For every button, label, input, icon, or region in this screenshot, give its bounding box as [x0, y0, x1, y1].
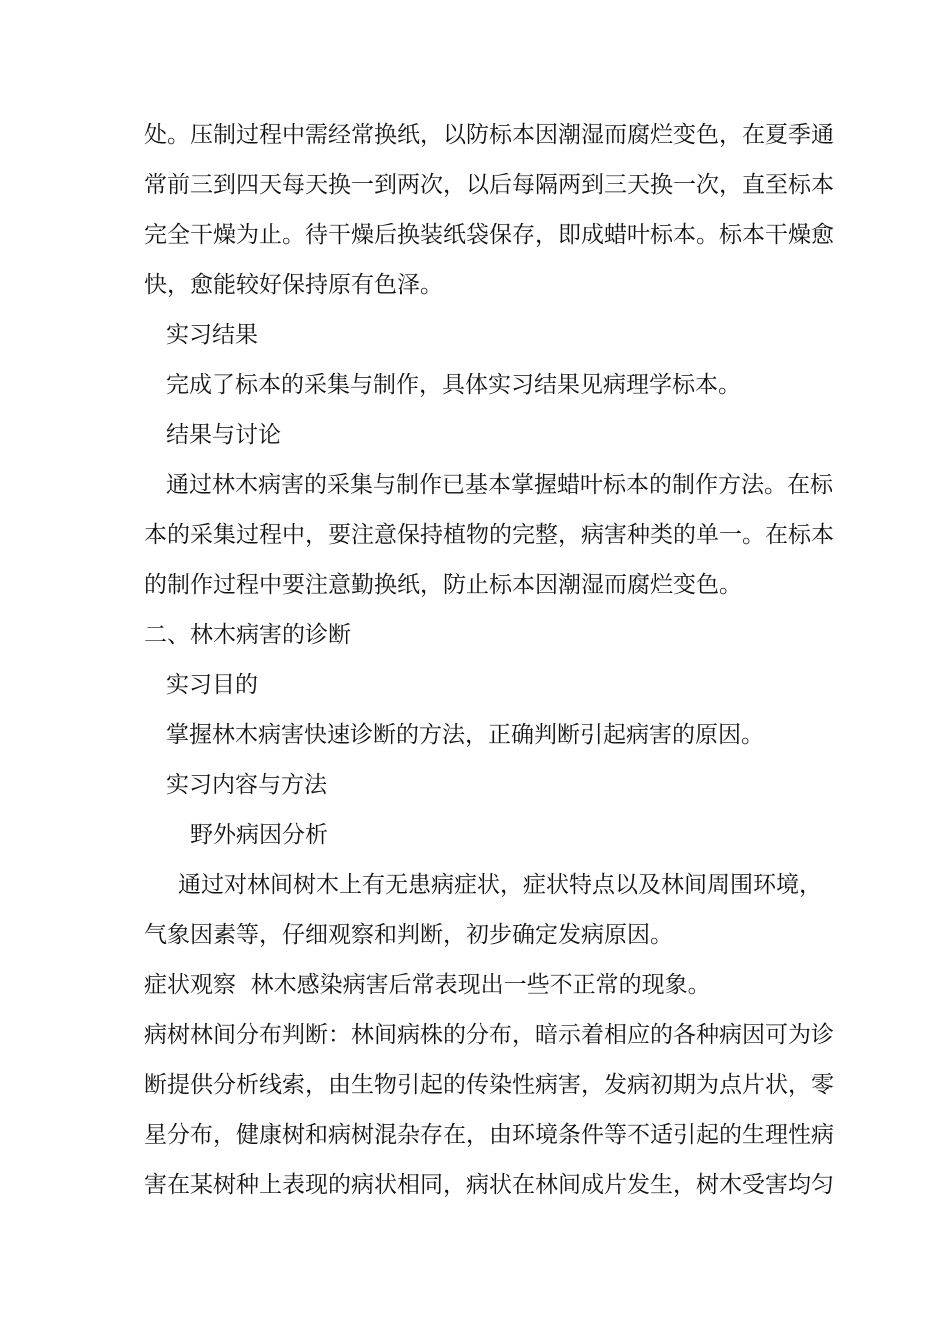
- paragraph-line: 断提供分析线索，由生物引起的传染性病害，发病初期为点片状，零: [144, 1072, 834, 1098]
- paragraph-line: 常前三到四天每天换一到两次，以后每隔两到三天换一次，直至标本: [144, 172, 834, 198]
- paragraph-line: 完成了标本的采集与制作，具体实习结果见病理学标本。: [166, 372, 741, 398]
- paragraph-line: 通过对林间树木上有无患病症状，症状特点以及林间周围环境，: [178, 872, 822, 898]
- section-heading-purpose: 实习目的: [166, 672, 258, 698]
- paragraph-line: 害在某树种上表现的病状相同，病状在林间成片发生，树木受害均匀: [144, 1172, 834, 1198]
- paragraph-line: 处。压制过程中需经常换纸，以防标本因潮湿而腐烂变色，在夏季通: [144, 122, 834, 148]
- paragraph-line: 完全干燥为止。待干燥后换装纸袋保存，即成蜡叶标本。标本干燥愈: [144, 222, 834, 248]
- section-heading-results: 实习结果: [166, 322, 258, 348]
- paragraph-line: 通过林木病害的采集与制作已基本掌握蜡叶标本的制作方法。在标: [166, 472, 833, 498]
- paragraph-line: 本的采集过程中，要注意保持植物的完整，病害种类的单一。在标本: [144, 522, 834, 548]
- paragraph-line: 气象因素等，仔细观察和判断，初步确定发病原因。: [144, 922, 673, 948]
- paragraph-line: 症状观察 林木感染病害后常表现出一些不正常的现象。: [144, 972, 711, 998]
- section-heading-discussion: 结果与讨论: [166, 422, 281, 448]
- subsection-heading-field-analysis: 野外病因分析: [190, 822, 328, 848]
- section-heading-methods: 实习内容与方法: [166, 772, 327, 798]
- paragraph-line: 星分布，健康树和病树混杂存在，由环境条件等不适引起的生理性病: [144, 1122, 834, 1148]
- paragraph-line: 的制作过程中要注意勤换纸，防止标本因潮湿而腐烂变色。: [144, 572, 742, 598]
- chapter-heading-diagnosis: 二、林木病害的诊断: [144, 622, 351, 648]
- paragraph-line: 病树林间分布判断：林间病株的分布，暗示着相应的各种病因可为诊: [144, 1022, 834, 1048]
- paragraph-line: 快，愈能较好保持原有色泽。: [144, 272, 443, 298]
- paragraph-line: 掌握林木病害快速诊断的方法，正确判断引起病害的原因。: [166, 722, 764, 748]
